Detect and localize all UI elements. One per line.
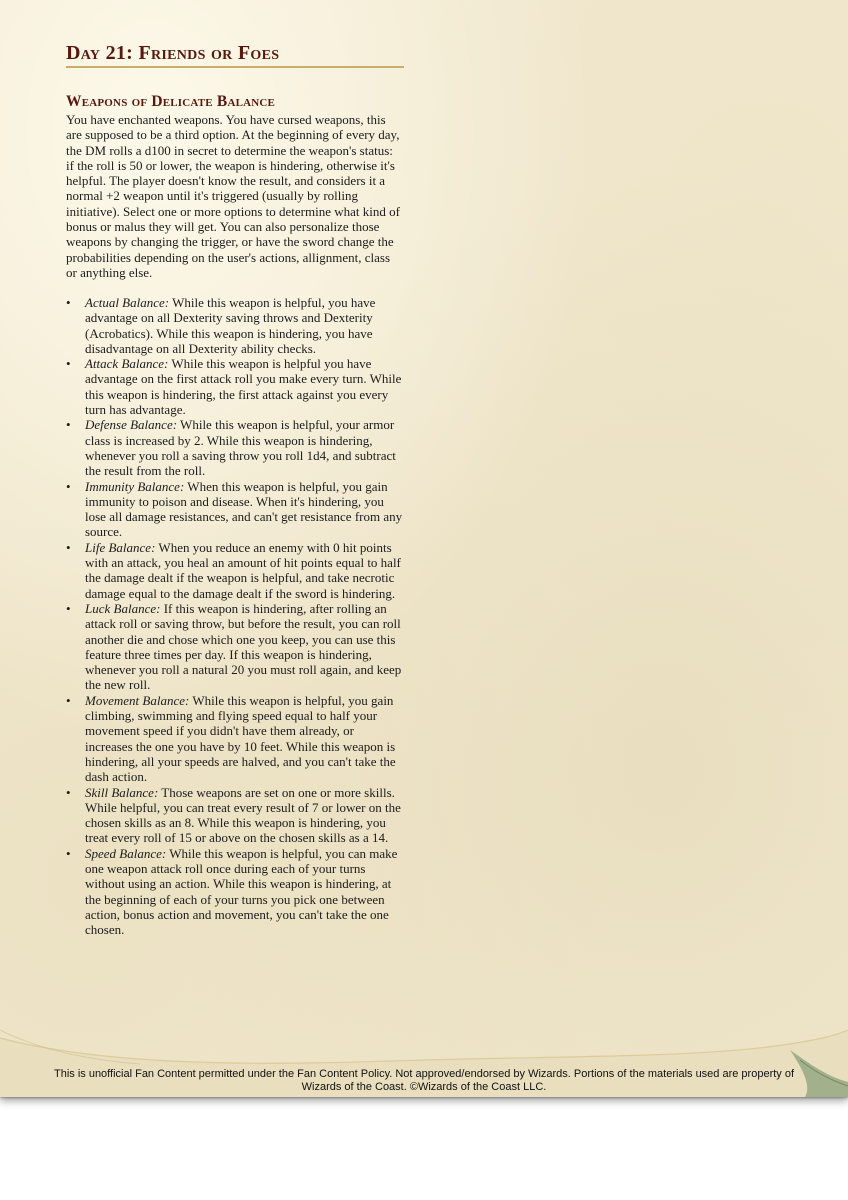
item-name: Skill Balance:: [85, 784, 159, 800]
item-name: Luck Balance:: [85, 600, 161, 616]
item-text: When you reduce an enemy with 0 hit points with an attack, you heal an amount of hit points equal to half the damage dealt if the weapon is helpful, and take necrotic damage equal to the damage dealt if the sword is hindering.: [85, 539, 401, 601]
item-name: Attack Balance:: [85, 356, 169, 372]
balance-list: [66, 295, 404, 937]
bullet-icon: •: [66, 539, 71, 555]
item-name: Defense Balance:: [85, 417, 178, 433]
item-text: While this weapon is helpful, you gain climbing, swimming and flying speed equal to half your movement speed if you didn't have them already, or increases the one you have by 10 feet. While this weapon is hindering, all your speeds are halved, and you can't take the dash action.: [85, 692, 396, 785]
list-item-speed-balance: [66, 846, 404, 938]
page-title: Day 21: Friends or Foes: [66, 42, 280, 64]
bullet-icon: •: [66, 478, 71, 494]
bullet-icon: •: [66, 295, 71, 310]
item-text: While this weapon is helpful, you have advantage on all Dexterity saving throws and Dexterity (Acrobatics). While this weapon is hindering, you have disadvantage on all Dexterity ability checks.: [85, 295, 376, 356]
list-item-skill-balance: [66, 785, 404, 846]
intro-paragraph: You have enchanted weapons. You have cursed weapons, this are supposed to be a third option. At the beginning of every day, the DM rolls a d100 in secret to determine the weapon's status: if the roll is 50 or lower, the weapon is hindering, otherwise it's helpful. The player doesn't know the result, and considers it a normal +2 weapon until it's triggered (usually by rolling initiative). Select one or more options to determine what kind of bonus or malus they will get. You can also personalize those weapons by changing the trigger, or have the sword change the probabilities depending on the user's actions, allignment, class or anything else.: [66, 112, 400, 280]
list-item-immunity-balance: [66, 479, 404, 540]
item-text: While this weapon is helpful, your armor class is increased by 2. While this weapon is hindering, whenever you roll a saving throw you roll 1d4, and subtract the result from the roll.: [85, 417, 396, 479]
bullet-icon: •: [66, 356, 71, 372]
bullet-icon: •: [66, 692, 71, 708]
bullet-icon: •: [66, 784, 71, 800]
list-item-defense-balance: [66, 417, 404, 478]
item-name: Speed Balance:: [85, 845, 167, 861]
bullet-icon: •: [66, 845, 71, 861]
item-text: If this weapon is hindering, after rolling an attack roll or saving throw, but before the result, you can roll another die and chose which one you keep, you can use this feature three times per day. If this weapon is hindering, whenever you roll a natural 20 you must roll again, and keep the new roll.: [85, 600, 402, 693]
list-item-life-balance: [66, 540, 404, 601]
bullet-icon: •: [66, 417, 71, 433]
legal-footer: This is unofficial Fan Content permitted under the Fan Content Policy. Not approved/endorsed by Wizards. Portions of the materials used are property of Wizards of the Coast. ©Wizards of the Coast LLC.: [53, 1068, 795, 1093]
list-item-actual-balance: [66, 295, 404, 356]
bullet-icon: •: [66, 600, 71, 616]
title-underline: [66, 66, 404, 68]
list-item-luck-balance: [66, 601, 404, 693]
item-name: Actual Balance:: [85, 295, 170, 310]
list-item-attack-balance: [66, 356, 404, 417]
list-item-movement-balance: [66, 693, 404, 785]
item-name: Immunity Balance:: [85, 478, 185, 494]
item-text: When this weapon is helpful, you gain immunity to poison and disease. When it's hindering, you lose all damage resistances, and can't get resistance from any source.: [85, 478, 403, 540]
section-heading: Weapons of Delicate Balance: [66, 93, 276, 110]
item-text: While this weapon is helpful, you can make one weapon attack roll once during each of your turns without using an action. While this weapon is hindering, at the beginning of each of your turns you pick one between action, bonus action and movement, you can't take the one chosen.: [85, 845, 398, 938]
item-name: Life Balance:: [85, 539, 156, 555]
item-text: Those weapons are set on one or more skills. While helpful, you can treat every result of 7 or lower on the chosen skills as an 8. While this weapon is hindering, you treat every roll of 15 or above on the chosen skills as a 14.: [85, 784, 401, 846]
item-name: Movement Balance:: [85, 692, 190, 708]
item-text: While this weapon is helpful you have advantage on the first attack roll you make every turn. While this weapon is hindering, the first attack against you every turn has advantage.: [85, 356, 402, 418]
